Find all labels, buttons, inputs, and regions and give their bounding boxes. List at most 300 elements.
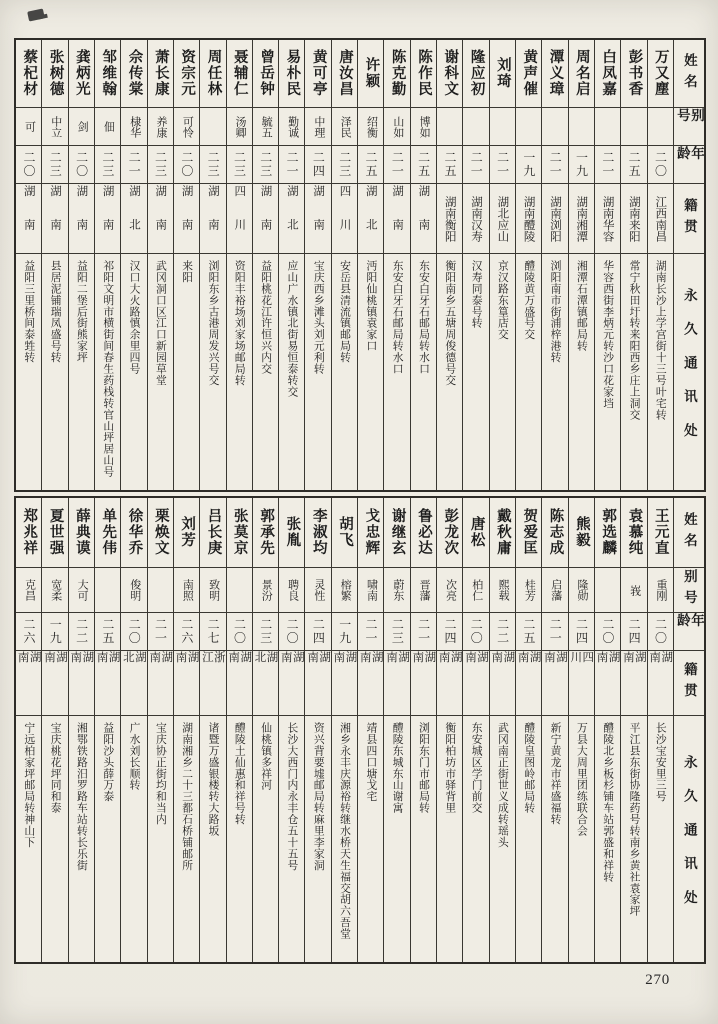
person-address: 仙桃镇多祥河 [260, 722, 273, 791]
person-name: 易朴民 [279, 40, 304, 108]
person-name: 栗焕文 [148, 498, 173, 568]
person-column [569, 40, 595, 490]
person-address: 宝庆西乡滩头刘元利转 [312, 260, 325, 375]
person-alias: 中立 [42, 108, 67, 146]
person-address: 湘潭石潭镇邮局转 [575, 260, 588, 352]
person-name: 资宗元 [174, 40, 199, 108]
person-alias [648, 108, 673, 146]
person-origin: 四川 [332, 184, 357, 254]
person-column [227, 498, 253, 962]
person-column [16, 498, 42, 962]
person-origin: 湖南 [411, 184, 436, 254]
person-name: 潭义璋 [542, 40, 567, 108]
person-age: 二〇 [227, 613, 252, 651]
person-address: 常宁秋田圩转来阳西乡庄上洞交 [628, 260, 641, 421]
person-alias: 致明 [200, 568, 225, 613]
person-alias: 隆勋 [569, 568, 594, 613]
person-alias: 泽民 [332, 108, 357, 146]
person-column [95, 40, 121, 490]
person-name: 单先伟 [95, 498, 120, 568]
person-origin: 湖南 [174, 184, 199, 254]
person-address: 武冈洞口区江口新园草堂 [154, 260, 167, 386]
label-age: 年龄 [674, 146, 704, 184]
person-address: 祁阳文明市横街间春生药栈转官山坪居山号 [102, 260, 115, 478]
person-column [174, 498, 200, 962]
person-origin: 湖南 [279, 651, 304, 716]
person-column [384, 40, 410, 490]
person-name: 谢科文 [437, 40, 462, 108]
person-name: 贺爱匡 [516, 498, 541, 568]
person-alias [148, 568, 173, 613]
person-origin: 湖南醴陵 [516, 184, 541, 254]
person-name: 唐松 [463, 498, 488, 568]
person-alias: 次亮 [437, 568, 462, 613]
person-name: 佘传棠 [121, 40, 146, 108]
person-age: 二〇 [279, 613, 304, 651]
person-age: 二一 [463, 146, 488, 184]
person-alias: 聘良 [279, 568, 304, 613]
person-name: 万又塵 [648, 40, 673, 108]
person-age: 二四 [305, 146, 330, 184]
person-column [516, 40, 542, 490]
person-column [411, 40, 437, 490]
person-column [437, 40, 463, 490]
person-origin: 湖南 [305, 651, 330, 716]
person-column [648, 498, 674, 962]
person-alias [490, 108, 515, 146]
person-age: 二一 [595, 146, 620, 184]
person-name: 袁慕纯 [621, 498, 646, 568]
person-alias: 克昌 [16, 568, 41, 613]
person-age: 二〇 [16, 146, 41, 184]
person-age: 二一 [358, 613, 383, 651]
label-alias: 别号 [674, 108, 704, 146]
person-origin: 湖南 [595, 651, 620, 716]
person-column [463, 498, 489, 962]
person-column [200, 40, 226, 490]
person-address: 武冈南正街世义成转瑶头 [496, 722, 509, 848]
person-age: 一九 [42, 613, 67, 651]
person-alias: 峩 [621, 568, 646, 613]
person-address: 诸暨万盛银楼转大路坂 [207, 722, 220, 837]
person-name: 徐华乔 [121, 498, 146, 568]
person-age: 二四 [621, 613, 646, 651]
person-alias: 剑 [69, 108, 94, 146]
person-age: 二三 [148, 146, 173, 184]
person-alias: 启藩 [542, 568, 567, 613]
header-label-column [674, 498, 704, 962]
person-address: 汉口大火路慎余里四号 [128, 260, 141, 375]
person-origin: 湖南 [69, 651, 94, 716]
person-column [384, 498, 410, 962]
person-column [42, 40, 68, 490]
person-column [542, 498, 568, 962]
person-origin: 湖南 [16, 651, 41, 716]
person-address: 醴陵黄万盛号交 [523, 260, 536, 341]
person-column [595, 498, 621, 962]
person-column [253, 40, 279, 490]
person-age: 二五 [437, 146, 462, 184]
label-origin: 籍贯 [674, 184, 704, 254]
person-origin: 湖南 [95, 184, 120, 254]
person-name: 鲁必达 [411, 498, 436, 568]
person-column [174, 40, 200, 490]
person-address: 华容西街李炳元转沙口花家垱 [602, 260, 615, 409]
person-column [16, 40, 42, 490]
person-name: 刘琦 [490, 40, 515, 108]
person-alias: 养康 [148, 108, 173, 146]
person-age: 二二 [490, 613, 515, 651]
person-alias: 中理 [305, 108, 330, 146]
person-origin: 湖南 [16, 184, 41, 254]
person-age: 二五 [516, 613, 541, 651]
person-column [569, 498, 595, 962]
person-name: 彭书香 [621, 40, 646, 108]
person-name: 白凤嘉 [595, 40, 620, 108]
person-age: 二三 [332, 146, 357, 184]
person-address: 资兴背要墟邮局转麻里李家洞 [312, 722, 325, 871]
person-address: 资阳丰裕场刘家场邮局转 [233, 260, 246, 386]
person-origin: 湖南 [95, 651, 120, 716]
person-column [332, 498, 358, 962]
person-name: 蔡杞材 [16, 40, 41, 108]
person-name: 薛典谟 [69, 498, 94, 568]
person-age: 二三 [42, 146, 67, 184]
person-address: 醴陵土仙惠和祥号转 [233, 722, 246, 826]
person-name: 许颖 [358, 40, 383, 108]
person-age: 二一 [542, 613, 567, 651]
person-name: 陈志成 [542, 498, 567, 568]
person-age: 二三 [253, 613, 278, 651]
person-name: 张莫京 [227, 498, 252, 568]
person-alias: 棣华 [121, 108, 146, 146]
person-address: 湘乡永丰庆源裕转继水桥天生福交胡六吾堂 [339, 722, 352, 940]
person-alias: 绍衡 [358, 108, 383, 146]
person-column [516, 498, 542, 962]
person-age: 二五 [621, 146, 646, 184]
person-name: 隆应初 [463, 40, 488, 108]
person-column [332, 40, 358, 490]
person-address: 醴陵东城东山谢寓 [391, 722, 404, 814]
label-name: 姓名 [674, 498, 704, 568]
person-age: 二〇 [595, 613, 620, 651]
person-alias: 晋藩 [411, 568, 436, 613]
registry-table-bottom [14, 496, 706, 964]
person-origin: 湖南 [42, 651, 67, 716]
person-origin: 四川 [569, 651, 594, 716]
person-column [437, 498, 463, 962]
person-age: 二三 [384, 613, 409, 651]
person-age: 二五 [95, 613, 120, 651]
person-name: 龚炳光 [69, 40, 94, 108]
person-address: 县居泥铺瑞凤盛号转 [49, 260, 62, 364]
label-origin: 籍贯 [674, 651, 704, 716]
person-alias: 俊明 [121, 568, 146, 613]
person-address: 浏阳东乡古港周发兴号交 [207, 260, 220, 386]
person-alias: 榕繁 [332, 568, 357, 613]
person-name: 张树德 [42, 40, 67, 108]
person-address: 衡阳柏坊市驿背里 [444, 722, 457, 814]
person-origin: 湖南来阳 [621, 184, 646, 254]
person-address: 醴陵北乡板杉铺车站郭盛和祥转 [602, 722, 615, 883]
person-column [148, 40, 174, 490]
person-age: 二一 [279, 146, 304, 184]
person-origin: 湖南 [332, 651, 357, 716]
person-name: 陈克勤 [384, 40, 409, 108]
person-age: 二四 [569, 613, 594, 651]
person-column [253, 498, 279, 962]
person-alias: 景汾 [253, 568, 278, 613]
person-address: 长沙大西门内永丰仓五十五号 [286, 722, 299, 871]
person-name: 聂辅仁 [227, 40, 252, 108]
person-origin: 湖北 [253, 651, 278, 716]
person-alias: 勤诚 [279, 108, 304, 146]
person-address: 东安白牙石邮局转水口 [391, 260, 404, 375]
person-name: 谢继玄 [384, 498, 409, 568]
header-label-column [674, 40, 704, 490]
person-origin: 湖南华容 [595, 184, 620, 254]
person-address: 湖南长沙上学宫街十三号叶宅转 [654, 260, 667, 421]
person-address: 益阳桃花江许恒兴内交 [260, 260, 273, 375]
person-origin: 浙江 [200, 651, 225, 716]
person-origin: 湖南 [463, 651, 488, 716]
person-address: 浏阳南市街浦梓港转 [549, 260, 562, 364]
person-age: 二一 [542, 146, 567, 184]
person-name: 戈忠辉 [358, 498, 383, 568]
person-age: 二六 [16, 613, 41, 651]
person-age: 二三 [227, 146, 252, 184]
person-alias: 山如 [384, 108, 409, 146]
person-column [621, 498, 647, 962]
person-origin: 湖南 [227, 651, 252, 716]
person-address: 长沙宝安里三号 [654, 722, 667, 803]
person-age: 一九 [516, 146, 541, 184]
person-name: 彭龙次 [437, 498, 462, 568]
person-name: 戴秋庸 [490, 498, 515, 568]
person-alias: 重刚 [648, 568, 673, 613]
person-column [463, 40, 489, 490]
person-address: 应山广水镇北街易恒泰转交 [286, 260, 299, 398]
person-alias: 博如 [411, 108, 436, 146]
person-address: 新宁黄龙市祥盛福转 [549, 722, 562, 826]
person-alias: 汤卿 [227, 108, 252, 146]
person-age: 二四 [437, 613, 462, 651]
person-age: 二五 [411, 146, 436, 184]
label-address: 永久通讯处 [681, 287, 697, 457]
registry-table-top [14, 38, 706, 492]
person-address: 湖南湘乡二十三都石桥铺邮所 [181, 722, 194, 871]
person-name: 李淑均 [305, 498, 330, 568]
person-address: 靖县四口塘戈宅 [365, 722, 378, 803]
person-column [490, 498, 516, 962]
person-alias: 宽柔 [42, 568, 67, 613]
person-age: 二三 [200, 146, 225, 184]
person-origin: 湖南 [437, 651, 462, 716]
person-address: 广水刘长顺转 [128, 722, 141, 791]
person-name: 唐汝昌 [332, 40, 357, 108]
person-alias [200, 108, 225, 146]
person-name: 王元直 [648, 498, 673, 568]
person-origin: 湖北 [121, 651, 146, 716]
person-age: 二〇 [648, 613, 673, 651]
person-age: 二三 [253, 146, 278, 184]
person-column [595, 40, 621, 490]
person-address: 湘鄂铁路汨罗路车站转长乐街 [75, 722, 88, 871]
person-origin: 四川 [227, 184, 252, 254]
person-age: 二一 [121, 146, 146, 184]
person-column [648, 40, 674, 490]
label-age: 年龄 [674, 613, 704, 651]
person-column [42, 498, 68, 962]
page-number: 270 [645, 972, 670, 988]
person-age: 二〇 [648, 146, 673, 184]
person-column [121, 40, 147, 490]
person-name: 吕长庚 [200, 498, 225, 568]
person-age: 二〇 [121, 613, 146, 651]
person-name: 周名启 [569, 40, 594, 108]
person-column [69, 498, 95, 962]
person-address: 东安城区学门前交 [470, 722, 483, 814]
person-column [305, 40, 331, 490]
person-name: 郭选麟 [595, 498, 620, 568]
person-age: 二〇 [174, 146, 199, 184]
person-age: 一九 [569, 146, 594, 184]
person-age: 一九 [332, 613, 357, 651]
person-origin: 湖北应山 [490, 184, 515, 254]
person-origin: 湖南汉寿 [463, 184, 488, 254]
person-age: 二二 [69, 613, 94, 651]
person-name: 胡飞 [332, 498, 357, 568]
person-column [358, 498, 384, 962]
person-origin: 湖南 [516, 651, 541, 716]
person-address: 浏阳东门市邮局转 [418, 722, 431, 814]
person-alias: 桂芳 [516, 568, 541, 613]
person-age: 二一 [148, 613, 173, 651]
person-origin: 湖南 [358, 651, 383, 716]
person-origin: 湖南 [490, 651, 515, 716]
person-column [227, 40, 253, 490]
person-address: 宝庆桃花坪同和泰 [49, 722, 62, 814]
person-alias [516, 108, 541, 146]
person-alias [595, 108, 620, 146]
person-address: 宁远柏家坪邮局转神山下 [23, 722, 36, 848]
person-address: 安岳县清流镇邮局转 [339, 260, 352, 364]
person-address: 来阳 [181, 260, 194, 283]
label-address: 永久通讯处 [681, 754, 697, 924]
person-name: 曾岳钟 [253, 40, 278, 108]
person-name: 萧长康 [148, 40, 173, 108]
person-address: 沔阳仙桃镇袁家口 [365, 260, 378, 352]
person-origin: 湖南 [542, 651, 567, 716]
person-address: 衡阳南乡五塘周俊德号交 [444, 260, 457, 386]
person-column [95, 498, 121, 962]
ink-speck [27, 8, 45, 21]
person-column [490, 40, 516, 490]
person-name: 夏世强 [42, 498, 67, 568]
label-alias: 别号 [674, 568, 704, 613]
person-name: 张胤 [279, 498, 304, 568]
person-origin: 湖南 [621, 651, 646, 716]
person-origin: 湖南 [200, 184, 225, 254]
person-address: 醴陵皇图岭邮局转 [523, 722, 536, 814]
person-alias: 啸南 [358, 568, 383, 613]
person-alias [542, 108, 567, 146]
person-origin: 湖南湘潭 [569, 184, 594, 254]
person-origin: 湖南 [69, 184, 94, 254]
person-column [69, 40, 95, 490]
person-origin: 湖南 [42, 184, 67, 254]
person-origin: 湖南 [384, 184, 409, 254]
person-column [621, 40, 647, 490]
person-name: 郑兆祥 [16, 498, 41, 568]
person-alias [95, 568, 120, 613]
person-origin: 湖南 [648, 651, 673, 716]
person-name: 刘芳 [174, 498, 199, 568]
person-age: 二五 [358, 146, 383, 184]
person-alias [569, 108, 594, 146]
person-origin: 湖北 [358, 184, 383, 254]
person-alias: 灵性 [305, 568, 330, 613]
person-name: 黄可亭 [305, 40, 330, 108]
person-alias: 南照 [174, 568, 199, 613]
person-column [411, 498, 437, 962]
person-column [542, 40, 568, 490]
person-age: 二一 [411, 613, 436, 651]
person-address: 东安白牙石邮局转水口 [418, 260, 431, 375]
person-origin: 湖南 [174, 651, 199, 716]
person-alias: 柏仁 [463, 568, 488, 613]
person-column [200, 498, 226, 962]
person-alias [227, 568, 252, 613]
person-age: 二一 [384, 146, 409, 184]
person-column [121, 498, 147, 962]
person-alias [463, 108, 488, 146]
person-column [279, 498, 305, 962]
person-column [358, 40, 384, 490]
person-origin: 江西南昌 [648, 184, 673, 254]
person-age: 二六 [174, 613, 199, 651]
person-origin: 湖南 [411, 651, 436, 716]
person-origin: 湖南 [253, 184, 278, 254]
person-age: 二四 [305, 613, 330, 651]
person-alias: 佃 [95, 108, 120, 146]
person-address: 万县大周里团练联合会 [575, 722, 588, 837]
person-alias [621, 108, 646, 146]
person-address: 益阳三里桥间泰甡转 [23, 260, 36, 364]
person-age: 二〇 [69, 146, 94, 184]
person-alias: 毓五 [253, 108, 278, 146]
person-column [279, 40, 305, 490]
person-name: 周任林 [200, 40, 225, 108]
person-address: 汉寿同泰号转 [470, 260, 483, 329]
person-name: 熊毅 [569, 498, 594, 568]
person-address: 京汉路东篁店交 [496, 260, 509, 341]
person-address: 益阳沙头薛万泰 [102, 722, 115, 803]
person-alias: 大可 [69, 568, 94, 613]
person-address: 益阳二堡后街熊家坪 [75, 260, 88, 364]
person-name: 陈作民 [411, 40, 436, 108]
label-name: 姓名 [674, 40, 704, 108]
person-origin: 湖南 [305, 184, 330, 254]
person-origin: 湖南 [384, 651, 409, 716]
person-alias: 熙载 [490, 568, 515, 613]
person-address: 宝庆协正街均和当内 [154, 722, 167, 826]
person-origin: 湖南 [148, 651, 173, 716]
person-alias [595, 568, 620, 613]
person-origin: 湖南 [148, 184, 173, 254]
person-origin: 湖南浏阳 [542, 184, 567, 254]
person-age: 二三 [95, 146, 120, 184]
